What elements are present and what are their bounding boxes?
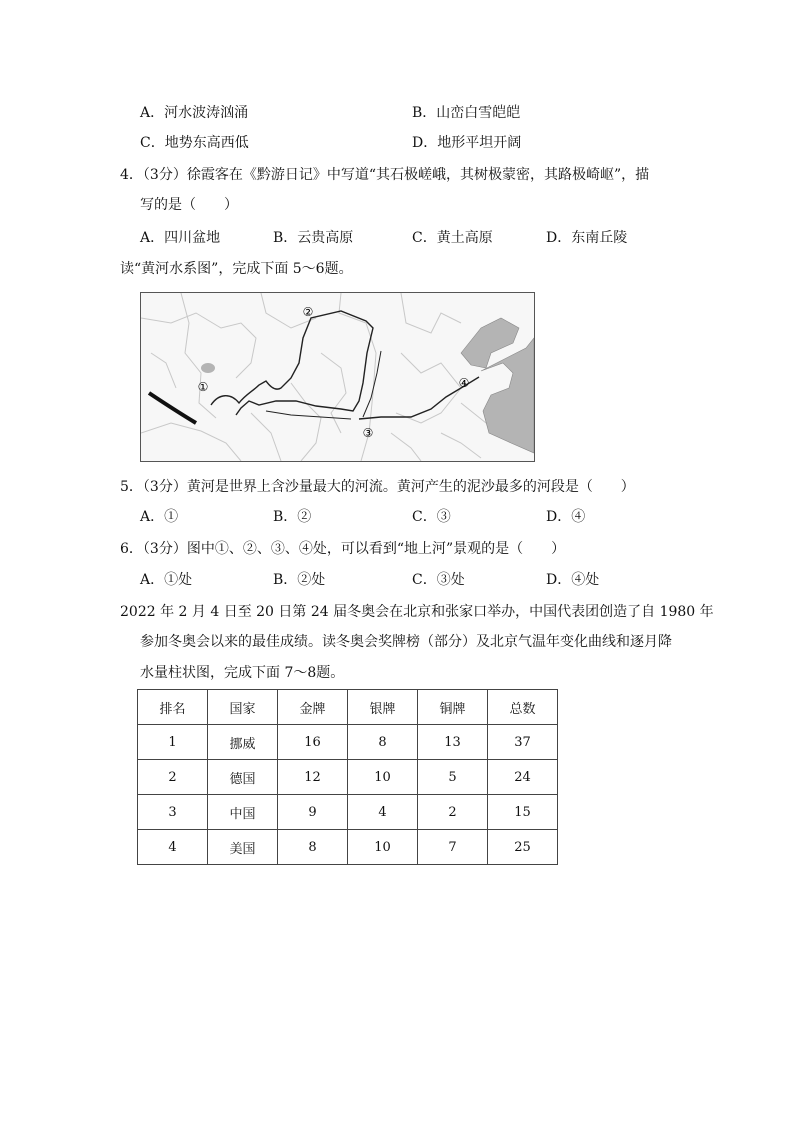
q5-option-b: B．② (273, 509, 312, 525)
cell-country: 中国 (208, 795, 278, 830)
q6-option-a: A．①处 (140, 572, 193, 588)
cell-gold: 9 (278, 795, 348, 830)
header-rank: 排名 (138, 690, 208, 725)
cell-rank: 4 (138, 830, 208, 865)
q3-option-b: B．山峦白雪皑皑 (412, 105, 521, 121)
q4-stem-line1: 4．（3分）徐霞客在《黔游日记》中写道“其石极嵯峨，其树极蒙密，其路极崎岖”，描 (120, 167, 650, 183)
province-borders (141, 293, 506, 461)
medal-table (137, 689, 558, 865)
q6-option-b: B．②处 (273, 572, 326, 588)
q6-option-d: D．④处 (546, 572, 600, 588)
marker-1: ① (197, 380, 209, 394)
q5-stem: 5．（3分）黄河是世界上含沙量最大的河流。黄河产生的泥沙最多的河段是（ ） (120, 479, 635, 495)
cell-total: 15 (488, 795, 558, 830)
cell-silver: 10 (348, 760, 418, 795)
q4-option-b: B．云贵高原 (273, 230, 354, 246)
q3-option-d: D．地形平坦开阔 (412, 135, 522, 151)
q4-stem-line2: 写的是（ ） (140, 197, 238, 213)
sea (458, 318, 534, 453)
cell-total: 24 (488, 760, 558, 795)
marker-3: ③ (362, 426, 374, 440)
q4-option-c: C．黄土高原 (412, 230, 493, 246)
yellow-river (211, 311, 373, 415)
cell-bronze: 13 (418, 725, 488, 760)
cell-country: 美国 (208, 830, 278, 865)
marker-4: ④ (458, 376, 470, 390)
cell-silver: 8 (348, 725, 418, 760)
q6-option-c: C．③处 (412, 572, 465, 588)
cell-gold: 16 (278, 725, 348, 760)
table-row (138, 725, 558, 760)
q3-option-a: A．河水波涛汹涌 (140, 105, 249, 121)
cell-total: 25 (488, 830, 558, 865)
tributary-wei (266, 411, 351, 419)
header-country: 国家 (208, 690, 278, 725)
table-header-row (138, 690, 558, 725)
cell-country: 挪威 (208, 725, 278, 760)
q5-option-a: A．① (140, 509, 179, 525)
q5-option-d: D．④ (546, 509, 586, 525)
table-row (138, 830, 558, 865)
q4-option-a: A．四川盆地 (140, 230, 221, 246)
map-intro: 读“黄河水系图”，完成下面 5～6题。 (120, 261, 353, 277)
cell-rank: 1 (138, 725, 208, 760)
cell-rank: 3 (138, 795, 208, 830)
intro78-line3: 水量柱状图，完成下面 7～8题。 (140, 665, 345, 681)
q5-option-c: C．③ (412, 509, 451, 525)
cell-bronze: 7 (418, 830, 488, 865)
intro78-line1: 2022 年 2 月 4 日至 20 日第 24 届冬奥会在北京和张家口举办，中国代表团创造了自 1980 年 (120, 604, 714, 620)
cell-gold: 8 (278, 830, 348, 865)
q6-stem: 6．（3分）图中①、②、③、④处，可以看到“地上河”景观的是（ ） (120, 541, 566, 557)
header-total: 总数 (488, 690, 558, 725)
q3-option-c: C．地势东高西低 (140, 135, 249, 151)
table-row (138, 795, 558, 830)
cell-bronze: 2 (418, 795, 488, 830)
yellow-river-map (140, 292, 535, 462)
header-gold: 金牌 (278, 690, 348, 725)
cell-rank: 2 (138, 760, 208, 795)
header-bronze: 铜牌 (418, 690, 488, 725)
qinghai-lake (201, 363, 215, 373)
marker-2: ② (302, 305, 314, 319)
intro78-line2: 参加冬奥会以来的最佳成绩。读冬奥会奖牌榜（部分）及北京气温年变化曲线和逐月降 (140, 634, 672, 650)
cell-silver: 10 (348, 830, 418, 865)
header-silver: 银牌 (348, 690, 418, 725)
cell-bronze: 5 (418, 760, 488, 795)
upper-source-river (149, 393, 196, 423)
cell-country: 德国 (208, 760, 278, 795)
cell-gold: 12 (278, 760, 348, 795)
q4-option-d: D．东南丘陵 (546, 230, 628, 246)
cell-total: 37 (488, 725, 558, 760)
table-row (138, 760, 558, 795)
cell-silver: 4 (348, 795, 418, 830)
